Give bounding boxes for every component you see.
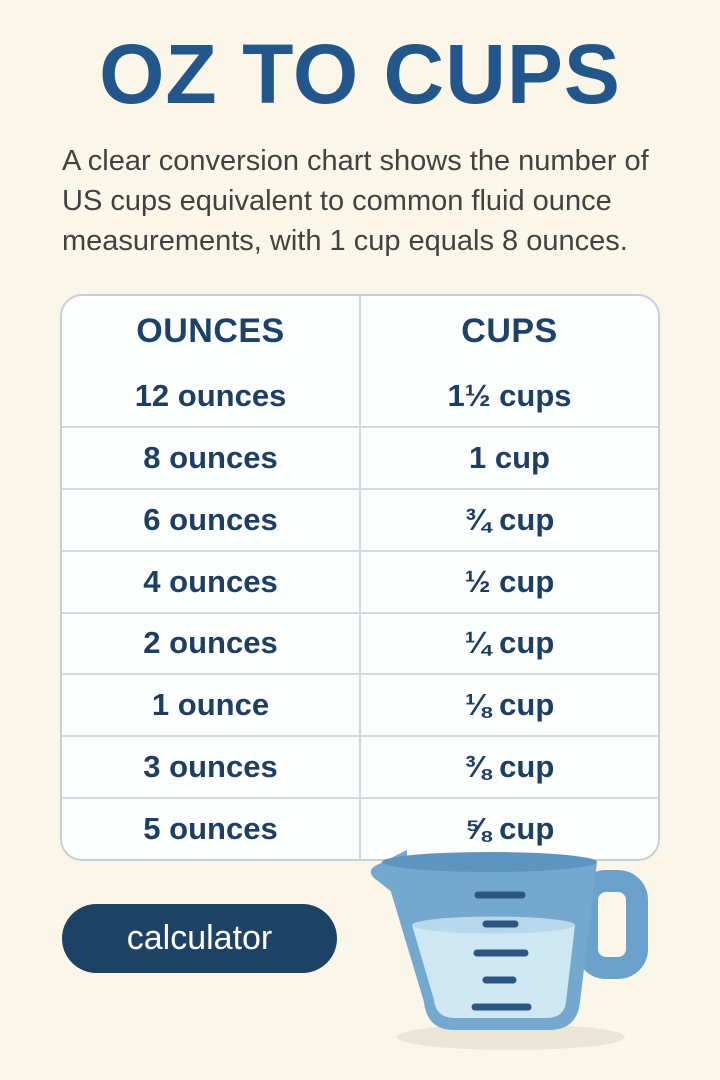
- cups-value: ⅝ cup: [464, 811, 555, 847]
- page-subtitle: A clear conversion chart shows the number of US cups equivalent to common fluid ounce measurements, with 1 cup equals 8 ounces.: [62, 145, 649, 257]
- cup-rim: [382, 852, 597, 872]
- ounces-value: 4 ounces: [62, 552, 361, 612]
- calculator-button[interactable]: calculator: [62, 904, 337, 973]
- table-row: [62, 612, 658, 674]
- ounces-value: 5 ounces: [62, 799, 361, 859]
- cups-value: ⅜ cup: [464, 749, 555, 785]
- conversion-table: [60, 294, 660, 861]
- column-header-cups: CUPS: [461, 311, 558, 350]
- cups-value: ¼ cup: [464, 625, 555, 661]
- cups-value: ¾ cup: [464, 501, 555, 537]
- cups-value: ⅛ cup: [464, 687, 555, 723]
- column-header-ounces: OUNCES: [62, 296, 361, 366]
- table-row: [62, 673, 658, 735]
- page-title: OZ TO CUPS: [99, 27, 621, 121]
- cups-value: ½ cup: [464, 563, 555, 599]
- measuring-cup-icon: [365, 840, 665, 1060]
- cups-value: 1½ cups: [447, 377, 572, 413]
- table-row: [62, 488, 658, 550]
- table-row: [62, 550, 658, 612]
- table-row: [62, 735, 658, 797]
- table-header-row: [62, 296, 658, 366]
- ounces-value: 12 ounces: [62, 366, 361, 426]
- cup-handle: [587, 881, 637, 968]
- ounces-value: 1 ounce: [62, 675, 361, 735]
- ounces-value: 8 ounces: [62, 428, 361, 488]
- cups-value: 1 cup: [469, 439, 550, 475]
- ounces-value: 6 ounces: [62, 490, 361, 550]
- ounces-value: 3 ounces: [62, 737, 361, 797]
- ounces-value: 2 ounces: [62, 614, 361, 674]
- table-row: [62, 426, 658, 488]
- table-row: [62, 366, 658, 426]
